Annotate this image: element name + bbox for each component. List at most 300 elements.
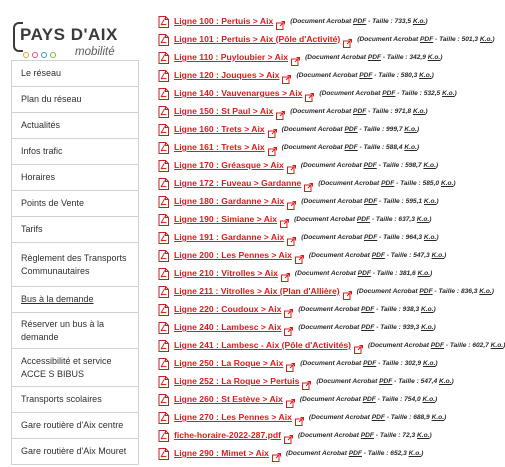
list-item <box>158 102 500 120</box>
sidebar-item[interactable] <box>11 87 139 113</box>
sidebar-item-label: Règlement des Transports Communautaires <box>21 253 127 276</box>
doc-info-part: 964,3 <box>405 233 423 241</box>
timetable-link[interactable]: Ligne 211 : Vitrolles > Aix (Plan d'Allière) <box>174 286 340 296</box>
sidebar-item[interactable] <box>11 387 139 413</box>
pdf-icon <box>158 285 169 297</box>
doc-info-part: (Document Acrobat <box>318 179 382 187</box>
doc-info-part: (Document Acrobat <box>316 377 380 385</box>
timetable-link[interactable]: Ligne 290 : Mimet > Aix <box>174 448 269 458</box>
list-item <box>158 336 504 354</box>
timetable-link[interactable]: Ligne 210 : Vitrolles > Aix <box>174 268 278 278</box>
doc-info-part: 733,5 <box>394 17 412 25</box>
doc-info <box>357 288 494 295</box>
timetable-link[interactable]: Ligne 120 : Jouques > Aix <box>174 70 280 80</box>
doc-info-part: 939,3 <box>402 323 420 331</box>
list-item <box>158 408 500 426</box>
doc-info-part: PDF <box>353 17 367 25</box>
timetable-link[interactable]: Ligne 160 : Trets > Aix <box>174 124 265 134</box>
doc-info-part: 342,9 <box>409 53 426 61</box>
doc-info-part: - Taille : <box>373 431 403 439</box>
pdf-icon <box>158 213 169 225</box>
timetable-link[interactable]: Ligne 170 : Gréasque > Aix <box>174 160 284 170</box>
doc-info-part: - Taille : <box>366 107 395 115</box>
doc-info-part: - Taille : <box>384 251 414 259</box>
doc-info <box>295 270 432 277</box>
doc-info <box>309 414 446 421</box>
external-link-icon[interactable] <box>286 359 295 368</box>
doc-info-part: (Document Acrobat <box>301 233 365 241</box>
doc-info-part: ) <box>433 323 436 331</box>
logo-dot <box>32 52 38 58</box>
doc-info-part: (Document Acrobat <box>294 215 357 223</box>
sidebar-item[interactable] <box>11 349 139 387</box>
pdf-icon <box>158 123 169 135</box>
external-link-icon[interactable] <box>305 89 314 98</box>
sidebar-item[interactable] <box>11 413 139 439</box>
doc-info-part: - Taille : <box>376 359 405 367</box>
doc-info-part: K.o. <box>479 35 493 43</box>
doc-info-part: PDF <box>357 269 371 277</box>
doc-info-part: K.o. <box>421 305 434 313</box>
doc-info-part: (Document Acrobat <box>294 269 358 277</box>
doc-info-part: ) <box>435 161 439 169</box>
doc-info-part: K.o. <box>421 323 434 331</box>
doc-info-part: - Taille : <box>370 269 400 277</box>
doc-info-part: PDF <box>382 89 396 97</box>
list-item <box>158 192 500 210</box>
doc-info-part: 580,3 <box>400 71 418 79</box>
sidebar-item[interactable] <box>11 243 139 287</box>
doc-info <box>298 306 435 313</box>
external-link-icon[interactable] <box>281 269 290 278</box>
doc-info <box>294 216 431 223</box>
timetable-link[interactable]: Ligne 190 : Simiane > Aix <box>174 214 278 224</box>
doc-info-part: K.o. <box>422 359 436 367</box>
list-item <box>158 426 500 444</box>
doc-info <box>316 378 453 385</box>
doc-info-part: (Document Acrobat <box>285 449 349 457</box>
external-link-icon[interactable] <box>284 305 293 314</box>
doc-info-part: 637,3 <box>398 215 415 223</box>
doc-info-part: (Document Acrobat <box>299 395 363 403</box>
doc-info-part: - Taille : <box>433 35 462 43</box>
doc-info-part: ) <box>491 287 494 295</box>
doc-info-part: 302,9 <box>404 359 422 367</box>
logo-title: PAYS D'AIX <box>20 25 118 44</box>
timetable-link[interactable]: Ligne 252 : La Roque > Pertuis <box>174 376 300 386</box>
doc-info-part: (Document Acrobat <box>298 323 362 331</box>
doc-info-part: K.o. <box>490 341 504 349</box>
list-item <box>158 174 500 192</box>
doc-info-part: (Document Acrobat <box>305 53 368 61</box>
doc-info <box>300 396 437 403</box>
doc-info-part: (Document Acrobat <box>297 431 361 439</box>
list-item <box>158 444 500 462</box>
doc-info-part: ) <box>416 125 420 133</box>
sidebar-item-label: Actualités <box>21 120 61 131</box>
doc-info-part: (Document Acrobat <box>308 413 372 421</box>
list-item <box>158 210 500 228</box>
doc-info-part: ) <box>416 143 420 151</box>
doc-info-part: K.o. <box>431 251 445 259</box>
doc-info <box>282 144 419 151</box>
pdf-icon <box>158 33 169 45</box>
sidebar-item-label: Transports scolaires <box>21 394 102 405</box>
doc-info-part: ) <box>421 449 424 457</box>
doc-info-part: (Document Acrobat <box>300 161 364 169</box>
doc-info-part: - Taille : <box>443 341 473 349</box>
external-link-icon[interactable] <box>343 287 352 296</box>
doc-info <box>286 450 423 457</box>
doc-info-part: ) <box>434 395 438 403</box>
list-item <box>158 300 500 318</box>
doc-info-part: 754,0 <box>404 395 421 403</box>
doc-info-part: PDF <box>363 161 377 169</box>
doc-info-part: (Document Acrobat <box>281 125 345 133</box>
external-link-icon[interactable] <box>284 431 293 440</box>
doc-info-part: PDF <box>360 431 374 439</box>
list-item <box>158 228 500 246</box>
doc-info-part: (Document Acrobat <box>356 287 420 295</box>
doc-info-part: ) <box>425 107 428 115</box>
list-item <box>158 12 500 30</box>
doc-info-part: - Taille : <box>374 305 403 313</box>
doc-info-part: K.o. <box>423 197 437 205</box>
doc-info <box>282 126 419 133</box>
doc-info-part: ) <box>436 197 439 205</box>
external-link-icon[interactable] <box>287 197 296 206</box>
doc-info-part: (Document Acrobat <box>290 107 354 115</box>
external-link-icon[interactable] <box>295 251 304 260</box>
doc-info-part: 836,3 <box>460 287 478 295</box>
doc-info-part: - Taille : <box>370 215 399 223</box>
doc-info-part: - Taille : <box>395 89 424 97</box>
doc-info-part: ) <box>429 215 432 223</box>
doc-info-part: PDF <box>344 143 358 151</box>
doc-info-part: K.o. <box>422 395 435 403</box>
pdf-icon <box>158 447 169 459</box>
list-item <box>158 30 500 48</box>
doc-info-part: K.o. <box>408 449 422 457</box>
doc-info <box>368 342 505 349</box>
timetable-link[interactable]: Ligne 191 : Gardanne > Aix <box>174 232 285 242</box>
pdf-icon <box>158 15 169 27</box>
timetable-link[interactable]: Ligne 250 : La Roque > Aix <box>174 358 284 368</box>
doc-info <box>357 36 494 43</box>
sidebar-item[interactable] <box>11 313 139 349</box>
doc-info-part: K.o. <box>412 107 426 115</box>
external-link-icon[interactable] <box>272 449 281 458</box>
doc-info-part: PDF <box>362 395 376 403</box>
timetable-list <box>158 12 504 462</box>
external-link-icon[interactable] <box>287 161 296 170</box>
timetable-link[interactable]: Ligne 200 : Les Pennes > Aix <box>174 250 292 260</box>
doc-info <box>300 360 437 367</box>
doc-info-part: K.o. <box>419 71 432 79</box>
doc-info <box>318 180 455 187</box>
doc-info-part: PDF <box>379 377 393 385</box>
timetable-link[interactable]: Ligne 100 : Pertuis > Aix <box>174 16 274 26</box>
sidebar-item-label: Le réseau <box>21 68 62 79</box>
sidebar-item-label: Réserver un bus à la demande <box>21 319 105 342</box>
timetable-link[interactable]: Ligne 161 : Trets > Aix <box>174 142 265 152</box>
pdf-icon <box>158 429 169 441</box>
external-link-icon[interactable] <box>304 179 313 188</box>
list-item <box>158 48 500 66</box>
external-link-icon[interactable] <box>280 215 289 224</box>
external-link-icon[interactable] <box>295 413 304 422</box>
doc-info-part: K.o. <box>442 89 455 97</box>
doc-info-part: 547,3 <box>413 251 430 259</box>
external-link-icon[interactable] <box>284 323 293 332</box>
pdf-icon <box>158 51 169 63</box>
doc-info-part: K.o. <box>416 431 430 439</box>
doc-info-part: ) <box>454 89 457 97</box>
sidebar-item[interactable] <box>11 287 139 313</box>
list-item <box>158 390 500 408</box>
doc-info-part: - Taille : <box>394 179 423 187</box>
doc-info-part: ) <box>435 359 438 367</box>
doc-info <box>301 234 438 241</box>
doc-info-part: - Taille : <box>375 395 405 403</box>
sidebar-item[interactable] <box>11 439 139 465</box>
doc-info-part: ) <box>451 377 454 385</box>
doc-info-part: 971,8 <box>394 107 412 115</box>
doc-info-part: ) <box>444 413 447 421</box>
pdf-icon <box>158 411 169 423</box>
doc-info-part: PDF <box>359 71 373 79</box>
list-item <box>158 372 500 390</box>
doc-info-part: (Document Acrobat <box>308 251 372 259</box>
doc-info-part: ) <box>431 71 434 79</box>
pdf-icon <box>158 105 169 117</box>
doc-info-part: (Document Acrobat <box>296 71 360 79</box>
logo-dot <box>23 52 29 58</box>
list-item <box>158 156 500 174</box>
doc-info-part: K.o. <box>479 287 492 295</box>
doc-info <box>290 18 427 25</box>
pays-daix-logo[interactable] <box>7 14 132 58</box>
doc-info-part: 652,3 <box>390 449 407 457</box>
doc-info-part: - Taille : <box>366 17 395 25</box>
list-item <box>158 318 500 336</box>
external-link-icon[interactable] <box>276 17 285 26</box>
doc-info-part: K.o. <box>427 53 441 61</box>
external-link-icon[interactable] <box>268 125 277 134</box>
doc-info-part: (Document Acrobat <box>281 143 345 151</box>
timetable-link[interactable]: Ligne 180 : Gardanne > Aix <box>174 196 285 206</box>
doc-info-part: ) <box>440 53 443 61</box>
pdf-icon <box>158 249 169 261</box>
doc-info-part: 999,7 <box>385 125 403 133</box>
doc-info-part: - Taille : <box>381 53 410 61</box>
doc-info-part: K.o. <box>440 179 454 187</box>
doc-info-part: PDF <box>361 305 375 313</box>
doc-info-part: 72,3 <box>402 431 416 439</box>
doc-info-part: 532,5 <box>423 89 441 97</box>
doc-info <box>305 54 442 61</box>
list-item <box>158 66 500 84</box>
doc-info-part: K.o. <box>423 233 437 241</box>
list-item <box>158 84 500 102</box>
doc-info-part: ) <box>436 233 439 241</box>
sidebar-item[interactable] <box>11 61 139 87</box>
timetable-link[interactable]: Ligne 172 : Fuveau > Gardanne <box>174 178 302 188</box>
doc-info-part: PDF <box>381 179 395 187</box>
pdf-icon <box>158 177 169 189</box>
doc-info-part: K.o. <box>416 215 430 223</box>
doc-info-part: K.o. <box>412 17 426 25</box>
doc-info-part: PDF <box>356 215 371 223</box>
doc-info-part: ) <box>444 251 447 259</box>
doc-info-part: PDF <box>361 323 375 331</box>
doc-info-part: (Document Acrobat <box>290 17 354 25</box>
external-link-icon[interactable] <box>276 107 285 116</box>
doc-info-part: K.o. <box>417 269 431 277</box>
doc-info <box>309 252 446 259</box>
doc-info-part: - Taille : <box>374 323 403 331</box>
external-link-icon[interactable] <box>282 71 291 80</box>
sidebar-item-label: Tarifs <box>21 224 43 235</box>
doc-info-part: K.o. <box>431 413 445 421</box>
doc-info-part: K.o. <box>439 377 452 385</box>
list-item <box>158 138 500 156</box>
pdf-icon <box>158 231 169 243</box>
external-link-icon[interactable] <box>286 395 295 404</box>
external-link-icon[interactable] <box>302 377 311 386</box>
external-link-icon[interactable] <box>343 35 352 44</box>
doc-info-part: K.o. <box>404 143 417 151</box>
doc-info <box>298 432 432 439</box>
doc-info-part: - Taille : <box>361 449 391 457</box>
timetable-link[interactable]: Ligne 270 : Les Pennes > Aix <box>174 412 292 422</box>
timetable-link[interactable]: Ligne 240 : Lambesc > Aix <box>174 322 282 332</box>
pdf-icon <box>158 321 169 333</box>
pdf-icon <box>158 393 169 405</box>
sidebar-item[interactable] <box>11 191 139 217</box>
doc-info-part: 595,1 <box>405 197 423 205</box>
doc-info <box>296 72 433 79</box>
doc-info-part: 585,0 <box>422 179 440 187</box>
doc-info-part: 381,6 <box>399 269 416 277</box>
sidebar-item-label: Plan du réseau <box>21 94 82 105</box>
doc-info-part: ) <box>453 179 456 187</box>
doc-info-part: PDF <box>348 449 362 457</box>
doc-info-part: - Taille : <box>377 233 406 241</box>
doc-info-part: - Taille : <box>392 377 421 385</box>
doc-info <box>298 324 435 331</box>
doc-info-part: PDF <box>353 107 367 115</box>
sidebar-item-label: Bus à la demande <box>21 294 94 305</box>
sidebar-item-label: Points de Vente <box>21 198 85 209</box>
pdf-icon <box>158 87 169 99</box>
doc-info-part: (Document Acrobat <box>368 341 431 349</box>
sidebar-item[interactable] <box>11 165 139 191</box>
sidebar-item-label: Gare routière d'Aix centre <box>21 420 124 431</box>
doc-info-part: 547,4 <box>420 377 438 385</box>
pdf-icon <box>158 357 169 369</box>
sidebar-item-label: Gare routière d'Aix Mouret <box>21 446 127 457</box>
external-link-icon[interactable] <box>354 341 363 350</box>
timetable-link[interactable]: Ligne 140 : Vauvenargues > Aix <box>174 88 303 98</box>
external-link-icon[interactable] <box>291 53 300 62</box>
doc-info-part: 602,7 <box>472 341 489 349</box>
doc-info-part: - Taille : <box>377 197 406 205</box>
doc-info <box>301 162 438 169</box>
doc-info-part: - Taille : <box>384 413 414 421</box>
list-item <box>158 282 500 300</box>
doc-info-part: PDF <box>430 341 444 349</box>
doc-info-part: (Document Acrobat <box>357 35 421 43</box>
pdf-icon <box>158 267 169 279</box>
doc-info <box>301 198 438 205</box>
external-link-icon[interactable] <box>268 143 277 152</box>
timetable-link[interactable]: Ligne 101 : Pertuis > Aix (Pôle d'Activité) <box>174 34 341 44</box>
doc-info-part: (Document Acrobat <box>300 359 364 367</box>
doc-info-part: PDF <box>363 359 377 367</box>
doc-info-part: PDF <box>364 197 378 205</box>
doc-info-part: ) <box>425 17 428 25</box>
doc-info-part: (Document Acrobat <box>319 89 383 97</box>
doc-info-part: 688,9 <box>413 413 430 421</box>
pdf-icon <box>158 375 169 387</box>
list-item <box>158 264 500 282</box>
doc-info-part: PDF <box>420 35 434 43</box>
doc-info-part: - Taille : <box>376 161 406 169</box>
doc-info-part: PDF <box>371 251 385 259</box>
sidebar-item[interactable] <box>11 217 139 243</box>
doc-info-part: (Document Acrobat <box>301 197 365 205</box>
doc-info-part: (Document Acrobat <box>298 305 362 313</box>
doc-info-part: ) <box>433 305 436 313</box>
list-item <box>158 246 500 264</box>
doc-info-part: 598,7 <box>405 161 422 169</box>
timetable-link[interactable]: Ligne 241 : Lambesc - Aix (Pôle d'Activités) <box>174 340 351 350</box>
doc-info-part: - Taille : <box>357 125 386 133</box>
doc-info-part: - Taille : <box>432 287 461 295</box>
pdf-icon <box>158 159 169 171</box>
pdf-icon <box>158 303 169 315</box>
timetable-link[interactable]: Ligne 260 : St Estève > Aix <box>174 394 283 404</box>
doc-info-part: 588,4 <box>385 143 403 151</box>
pdf-icon <box>158 141 169 153</box>
pdf-icon <box>158 195 169 207</box>
pdf-icon <box>158 69 169 81</box>
list-item <box>158 354 500 372</box>
timetable-link[interactable]: Ligne 220 : Coudoux > Aix <box>174 304 282 314</box>
doc-info-part: PDF <box>344 125 358 133</box>
doc-info <box>290 108 427 115</box>
pdf-icon <box>158 339 169 351</box>
doc-info-part: ) <box>492 35 495 43</box>
doc-info-part: ) <box>430 269 433 277</box>
timetable-link[interactable]: fiche-horaire-2022-287.pdf <box>174 430 281 440</box>
doc-info-part: 501,3 <box>461 35 479 43</box>
list-item <box>158 120 500 138</box>
sidebar-nav <box>11 60 139 465</box>
sidebar-item[interactable] <box>11 139 139 165</box>
logo-dots <box>23 52 56 58</box>
logo-subtitle: mobilité <box>75 46 115 58</box>
doc-info-part: ) <box>429 431 432 439</box>
sidebar-item-label: Horaires <box>21 172 56 183</box>
timetable-link[interactable]: Ligne 110 : Puyloubier > Aix <box>174 52 289 62</box>
doc-info-part: PDF <box>364 233 378 241</box>
timetable-link[interactable]: Ligne 150 : St Paul > Aix <box>174 106 274 116</box>
sidebar-item[interactable] <box>11 113 139 139</box>
doc-info-part: K.o. <box>423 161 436 169</box>
external-link-icon[interactable] <box>287 233 296 242</box>
